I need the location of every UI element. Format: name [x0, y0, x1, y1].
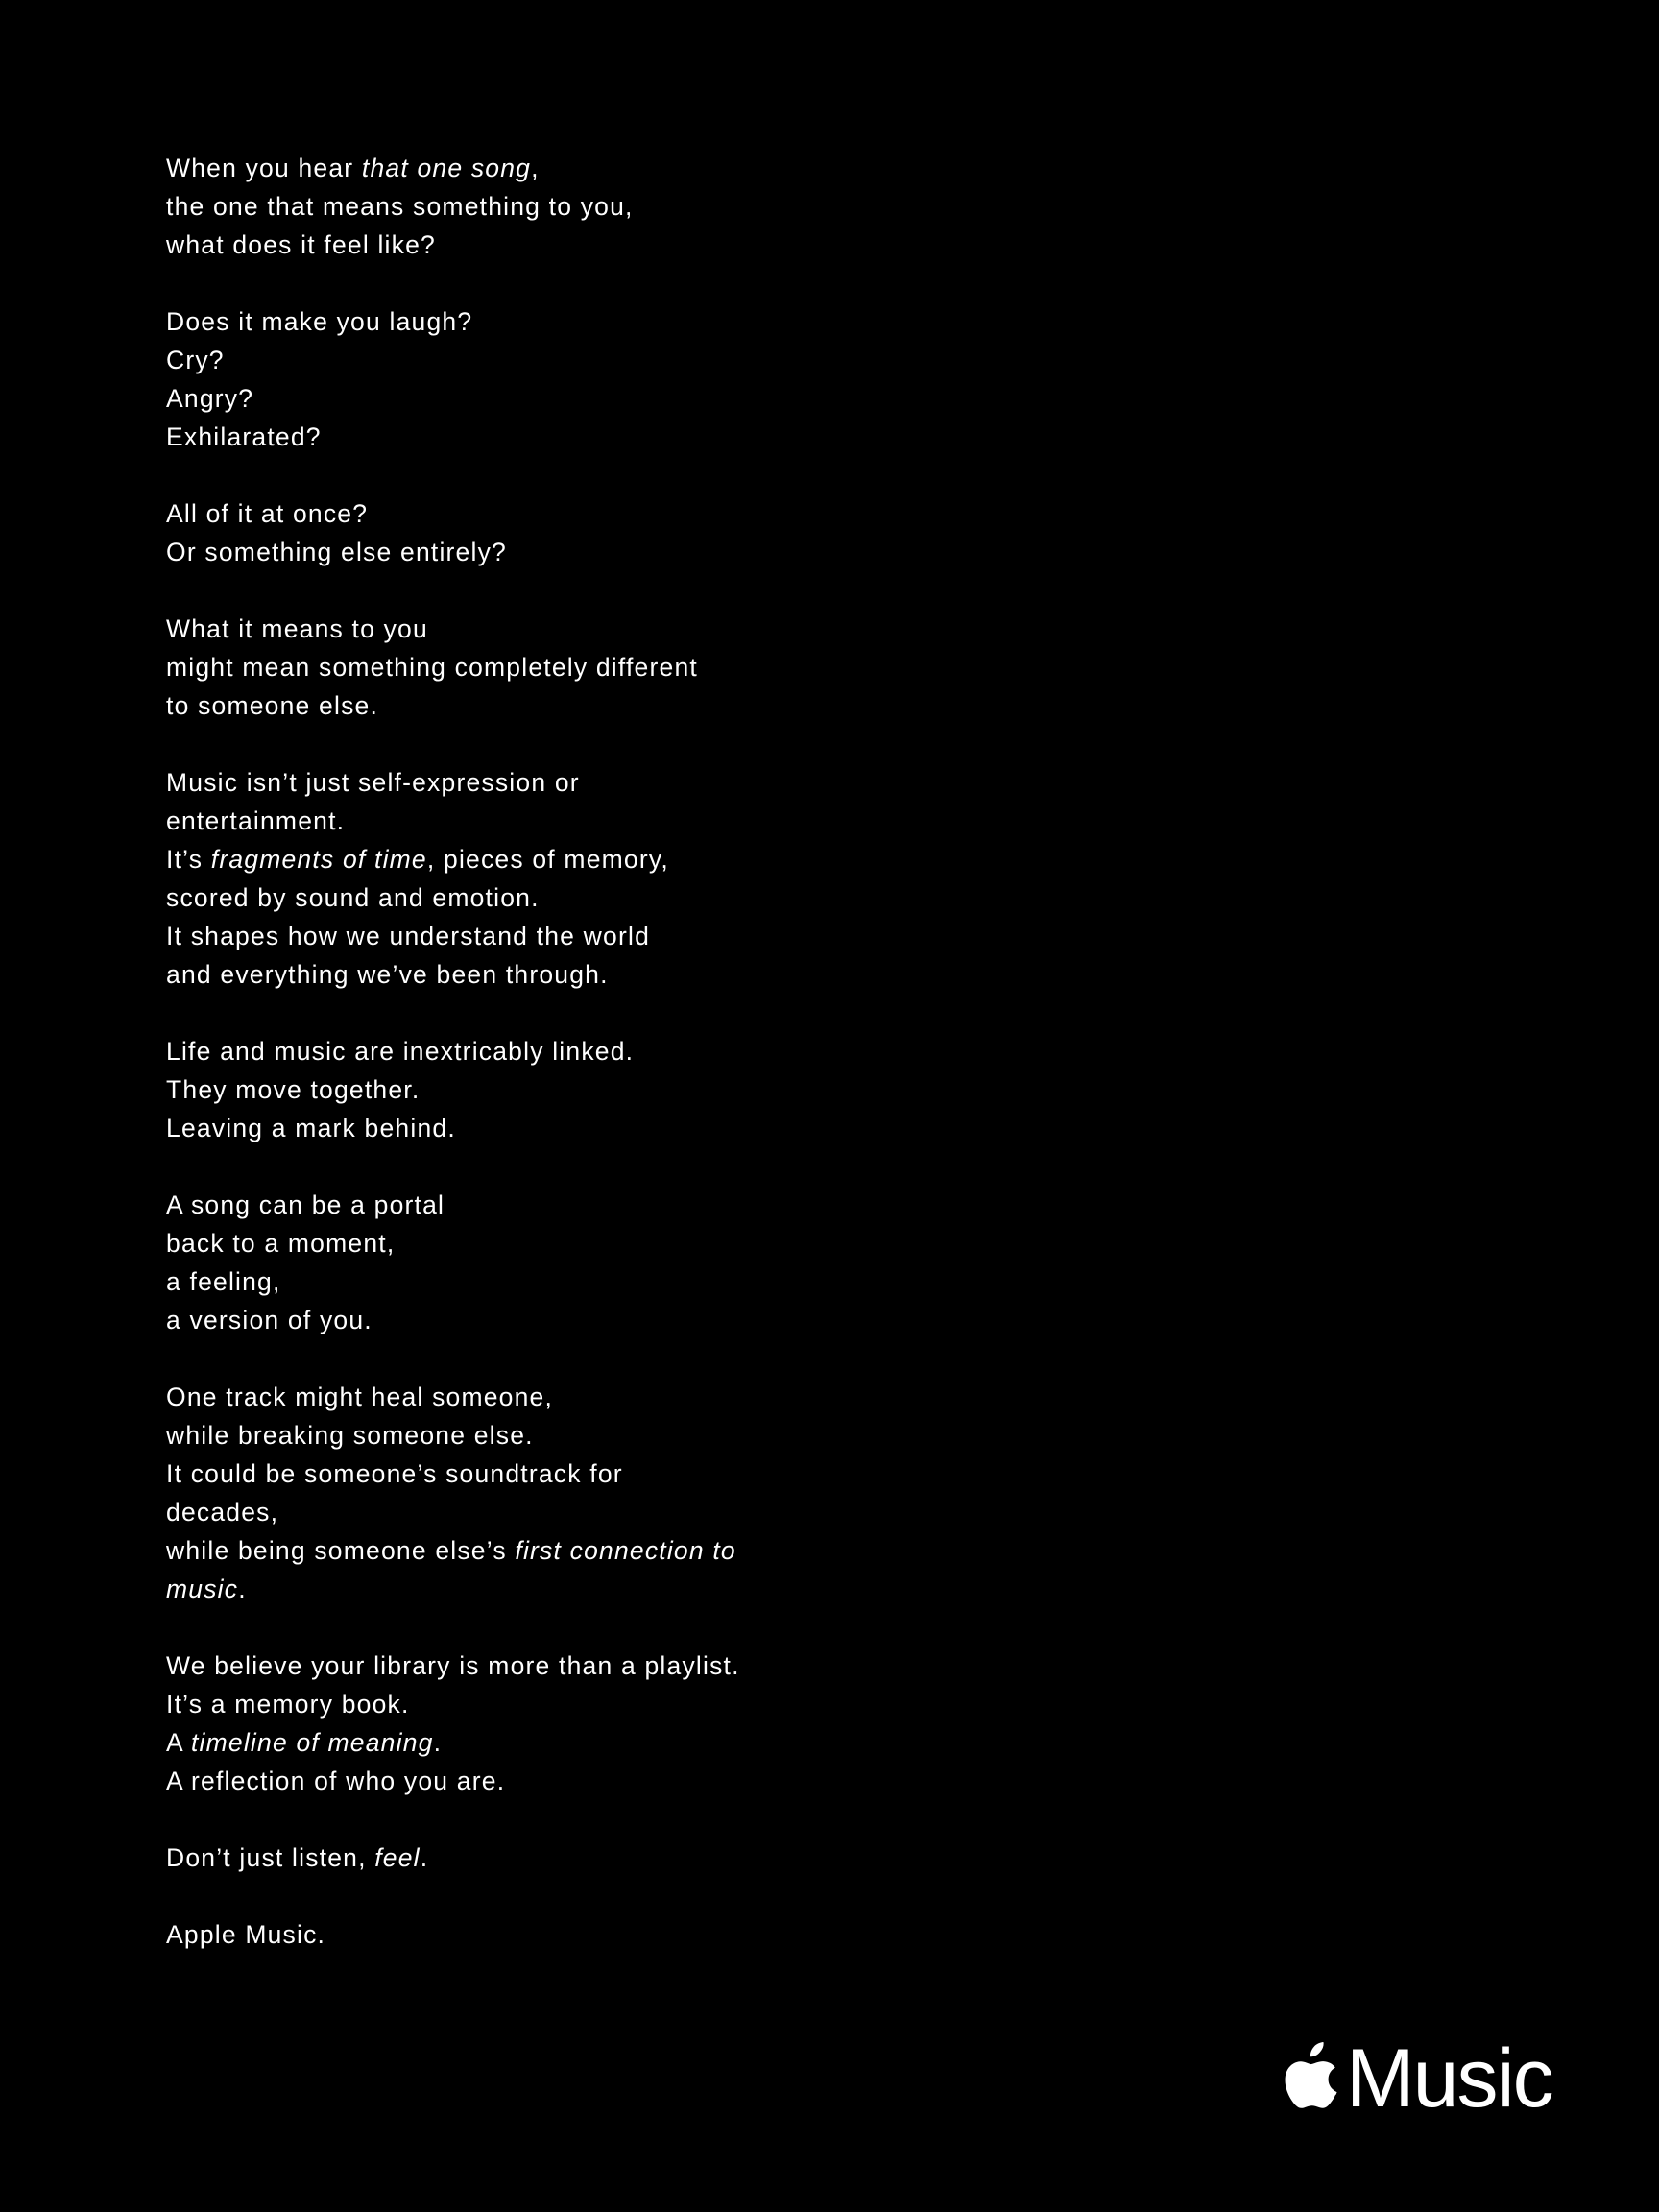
text-segment: A reflection of who you are.	[166, 1767, 506, 1795]
poem-line	[166, 955, 781, 994]
text-segment: scored by sound and emotion.	[166, 883, 540, 912]
stanza	[166, 1186, 781, 1339]
poem-line	[166, 1915, 781, 1954]
stanza	[166, 1915, 781, 1954]
poem-line	[166, 648, 781, 686]
poem-line	[166, 1416, 781, 1455]
poem-line	[166, 302, 781, 341]
stanza	[166, 1378, 781, 1608]
text-segment: might mean something completely different	[166, 653, 698, 682]
text-segment: Life and music are inextricably linked.	[166, 1037, 635, 1066]
poem-line	[166, 494, 781, 533]
text-segment: the one that means something to you,	[166, 192, 634, 221]
poem-line	[166, 1762, 781, 1800]
stanza	[166, 149, 781, 264]
poem-line	[166, 1685, 781, 1723]
poem-line	[166, 226, 781, 264]
poem-line	[166, 1723, 781, 1762]
text-segment: while being someone else’s	[166, 1536, 516, 1565]
poem-line	[166, 1262, 781, 1301]
text-segment: entertainment.	[166, 806, 346, 835]
poem-line	[166, 341, 781, 379]
text-segment: It’s	[166, 845, 211, 874]
poem-line	[166, 379, 781, 418]
stanza	[166, 763, 781, 994]
poem-line	[166, 802, 781, 840]
poem-line	[166, 1301, 781, 1339]
poem-line	[166, 1224, 781, 1262]
italic-phrase: feel	[374, 1843, 421, 1872]
text-segment: Does it make you laugh?	[166, 307, 473, 336]
text-segment: to someone else.	[166, 691, 379, 720]
text-segment: All of it at once?	[166, 499, 369, 528]
text-segment: back to a moment,	[166, 1229, 396, 1258]
text-segment: We believe your library is more than a playlist.	[166, 1651, 740, 1680]
text-segment: while breaking someone else.	[166, 1421, 534, 1450]
text-segment: a version of you.	[166, 1306, 373, 1334]
text-segment: decades,	[166, 1498, 279, 1527]
poem-line	[166, 763, 781, 802]
stanza	[166, 1839, 781, 1877]
stanza	[166, 1647, 781, 1800]
text-segment: Angry?	[166, 384, 254, 413]
poem-line	[166, 1378, 781, 1416]
poem-line	[166, 149, 781, 187]
poem-line	[166, 418, 781, 456]
poem-body	[166, 149, 781, 1992]
text-segment: It’s a memory book.	[166, 1690, 410, 1719]
poem-line	[166, 1493, 781, 1531]
text-segment: It could be someone’s soundtrack for	[166, 1459, 623, 1488]
stanza	[166, 610, 781, 725]
stanza	[166, 494, 781, 571]
poem-line	[166, 610, 781, 648]
text-segment: Exhilarated?	[166, 422, 322, 451]
text-segment: a feeling,	[166, 1267, 281, 1296]
poem-line	[166, 1032, 781, 1070]
poem-line	[166, 840, 781, 878]
poem-line	[166, 1570, 781, 1608]
poem-line	[166, 1647, 781, 1685]
text-segment: Apple Music.	[166, 1920, 326, 1949]
text-segment: .	[433, 1728, 443, 1757]
poem-line	[166, 1839, 781, 1877]
text-segment: What it means to you	[166, 614, 428, 643]
text-segment: and everything we’ve been through.	[166, 960, 609, 989]
poem-line	[166, 1109, 781, 1147]
text-segment: Don’t just listen,	[166, 1843, 375, 1872]
poem-line	[166, 533, 781, 571]
poem-line	[166, 187, 781, 226]
text-segment: what does it feel like?	[166, 230, 436, 259]
text-segment: One track might heal someone,	[166, 1382, 554, 1411]
text-segment: When you hear	[166, 154, 362, 182]
poem-line	[166, 686, 781, 725]
italic-phrase: that one song	[361, 154, 532, 182]
italic-phrase: timeline of meaning	[190, 1728, 434, 1757]
poem-line	[166, 1186, 781, 1224]
poem-line	[166, 917, 781, 955]
logo-wordmark: Music	[1346, 2032, 1552, 2125]
stanza	[166, 1032, 781, 1147]
italic-phrase: first connection to	[515, 1536, 736, 1565]
text-segment: ,	[531, 154, 540, 182]
apple-logo-icon	[1285, 2040, 1342, 2111]
italic-phrase: music	[166, 1575, 239, 1603]
poem-line	[166, 878, 781, 917]
text-segment: They move together.	[166, 1075, 421, 1104]
text-segment: Cry?	[166, 346, 225, 374]
text-segment: , pieces of memory,	[426, 845, 669, 874]
italic-phrase: fragments of time	[210, 845, 427, 874]
poem-line	[166, 1531, 781, 1570]
text-segment: A	[166, 1728, 191, 1757]
text-segment: Leaving a mark behind.	[166, 1114, 456, 1142]
text-segment: Or something else entirely?	[166, 538, 507, 566]
text-segment: .	[420, 1843, 429, 1872]
poem-line	[166, 1455, 781, 1493]
text-segment: .	[238, 1575, 247, 1603]
text-segment: It shapes how we understand the world	[166, 922, 651, 950]
stanza	[166, 302, 781, 456]
poem-line	[166, 1070, 781, 1109]
text-segment: Music isn’t just self-expression or	[166, 768, 580, 797]
text-segment: A song can be a portal	[166, 1190, 445, 1219]
apple-music-logo	[1285, 2032, 1552, 2125]
